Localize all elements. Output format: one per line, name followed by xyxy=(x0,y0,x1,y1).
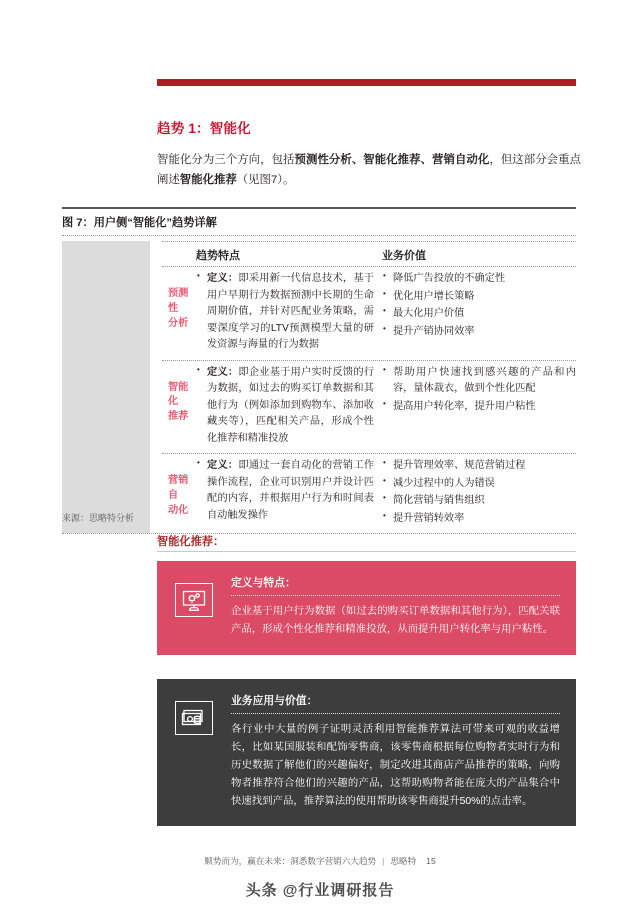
feature-list xyxy=(196,458,374,524)
list-item: • 提升营销转效率 xyxy=(382,511,576,528)
table-row xyxy=(62,453,576,533)
card-icon-wrap xyxy=(171,575,217,639)
list-item xyxy=(196,365,374,448)
row-values-cell xyxy=(374,458,576,528)
table-row-content xyxy=(150,453,576,533)
list-item: • 提升产销协同效率 xyxy=(382,324,576,341)
table-side-spacer xyxy=(62,360,150,454)
section-rule xyxy=(157,551,576,552)
table-header-cells xyxy=(150,241,576,266)
list-item: • 简化营销与销售组织 xyxy=(382,493,576,510)
card-icon-wrap xyxy=(171,693,217,810)
definition-card xyxy=(157,561,576,655)
column-header-value xyxy=(374,247,576,266)
card-body xyxy=(217,693,560,810)
row-label: 智能化 推荐 xyxy=(168,381,189,423)
card-body xyxy=(217,575,560,639)
list-item: • 帮助用户快速找到感兴趣的产品和内容，量体裁衣，做到个性化匹配 xyxy=(382,365,576,398)
row-features-cell xyxy=(196,271,374,355)
row-label-cell xyxy=(162,365,196,449)
table-side-spacer xyxy=(62,241,150,266)
row-label-cell xyxy=(162,271,196,355)
heading-block xyxy=(157,120,581,190)
table-row-content xyxy=(150,266,576,360)
list-item: • 降低广告投放的不确定性 xyxy=(382,271,576,288)
table-row-content xyxy=(150,360,576,454)
column-header-features xyxy=(162,247,374,266)
figure-dotted-rule-bottom xyxy=(62,533,576,534)
figure-top-rule xyxy=(62,207,576,209)
section-title: 智能化推荐： xyxy=(157,536,225,548)
figure-title: 图 7：用户侧“智能化”趋势详解 xyxy=(62,217,217,229)
table-row xyxy=(62,360,576,454)
feature-label: 定义： xyxy=(207,460,239,472)
monitor-gears-icon xyxy=(175,583,213,617)
card-heading: 定义与特点： xyxy=(231,577,296,589)
business-value-card xyxy=(157,679,576,826)
column-header-value-label: 业务价值 xyxy=(382,250,426,262)
table-side-spacer xyxy=(62,266,150,360)
figure-table xyxy=(62,241,576,533)
value-list xyxy=(382,458,576,527)
list-item: • 减少过程中的人为错误 xyxy=(382,476,576,493)
intro-bold-2: 智能化推荐 xyxy=(179,173,237,186)
feature-text: 即通过一套自动化的营销工作操作流程，企业可识别用户并设计匹配的内容，并根据用户行为和时间表自动触发操作 xyxy=(207,460,375,521)
feature-list xyxy=(196,271,374,354)
feature-list xyxy=(196,365,374,448)
intro-text-1: 智能化分为三个方向，包括 xyxy=(157,153,295,166)
footer-separator: | xyxy=(382,856,385,866)
feature-label: 定义： xyxy=(207,366,239,378)
page-number: 15 xyxy=(426,856,436,866)
feature-label: 定义： xyxy=(207,273,239,284)
table-row xyxy=(62,266,576,360)
watermark-bar xyxy=(0,873,640,905)
page-footer xyxy=(0,851,640,869)
watermark-text: 头条 @行业调研报告 xyxy=(245,881,395,899)
card-separator xyxy=(231,713,560,714)
value-list xyxy=(382,365,576,416)
row-features-cell xyxy=(196,365,374,449)
wallet-money-icon xyxy=(175,701,213,735)
list-item: • 优化用户增长策略 xyxy=(382,289,576,306)
column-header-features-label: 趋势特点 xyxy=(196,250,240,262)
list-item xyxy=(196,271,374,354)
top-accent-rule xyxy=(157,79,576,86)
card-separator xyxy=(231,595,560,596)
intro-text-3: （见图7）。 xyxy=(236,173,295,186)
list-item: • 提升管理效率、规范营销过程 xyxy=(382,458,576,475)
footer-inner xyxy=(204,855,435,867)
row-label: 预测性 分析 xyxy=(168,288,189,329)
figure-source-note: 来源：思略特分析 xyxy=(62,513,135,523)
row-label: 营销自 动化 xyxy=(168,475,189,516)
footer-brand: 思略特 xyxy=(390,856,417,866)
row-label-cell xyxy=(162,458,196,528)
page-title: 趋势 1：智能化 xyxy=(157,121,251,136)
intro-paragraph xyxy=(157,151,581,191)
footer-title: 顺势而为，赢在未来：洞悉数字营销六大趋势 xyxy=(204,856,377,866)
card-text: 各行业中大量的例子证明灵活利用智能推荐算法可带来可观的收益增长，比如某国服装和配饰零售商，该零售商根据每位购物者实时行为和历史数据了解他们的兴趣偏好，制定改进其商店产品推荐的策略，向购物者推荐符合他们的兴趣的产品，这帮助购物者能在庞大的产品集合中快速找到产品，推荐算法的使用帮助该零售商提升50%的点击率。 xyxy=(231,724,560,807)
card-heading: 业务应用与价值： xyxy=(231,695,318,707)
intro-text-2: ，但这部分会重点阐述 xyxy=(157,153,581,186)
table-header-row xyxy=(62,241,576,266)
list-item: • 提高用户转化率，提升用户粘性 xyxy=(382,399,576,416)
row-features-cell xyxy=(196,458,374,528)
list-item: • 最大化用户价值 xyxy=(382,306,576,323)
card-text: 企业基于用户行为数据（如过去的购买订单数据和其他行为），匹配关联产品，形成个性化推荐和精准投放，从而提升用户转化率与用户粘性。 xyxy=(231,606,560,635)
intro-bold-1: 预测性分析、智能化推荐、营销自动化 xyxy=(294,153,490,166)
row-values-cell xyxy=(374,365,576,449)
list-item xyxy=(196,458,374,524)
feature-text: 即企业基于用户实时反馈的行为数据，如过去的购买订单数据和其他行为（例如添加到购物车、添加收藏夹等），匹配相关产品，形成个性化推荐和精准投放 xyxy=(207,366,375,444)
figure-dotted-rule-top xyxy=(62,235,576,236)
row-values-cell xyxy=(374,271,576,355)
feature-text: 即采用新一代信息技术，基于用户早期行为数据预测中长期的生命周期价值，并针对匹配业务策略，需要深度学习的LTV预测模型大量的研发资源与海量的行为数据 xyxy=(207,273,375,351)
value-list xyxy=(382,271,576,340)
